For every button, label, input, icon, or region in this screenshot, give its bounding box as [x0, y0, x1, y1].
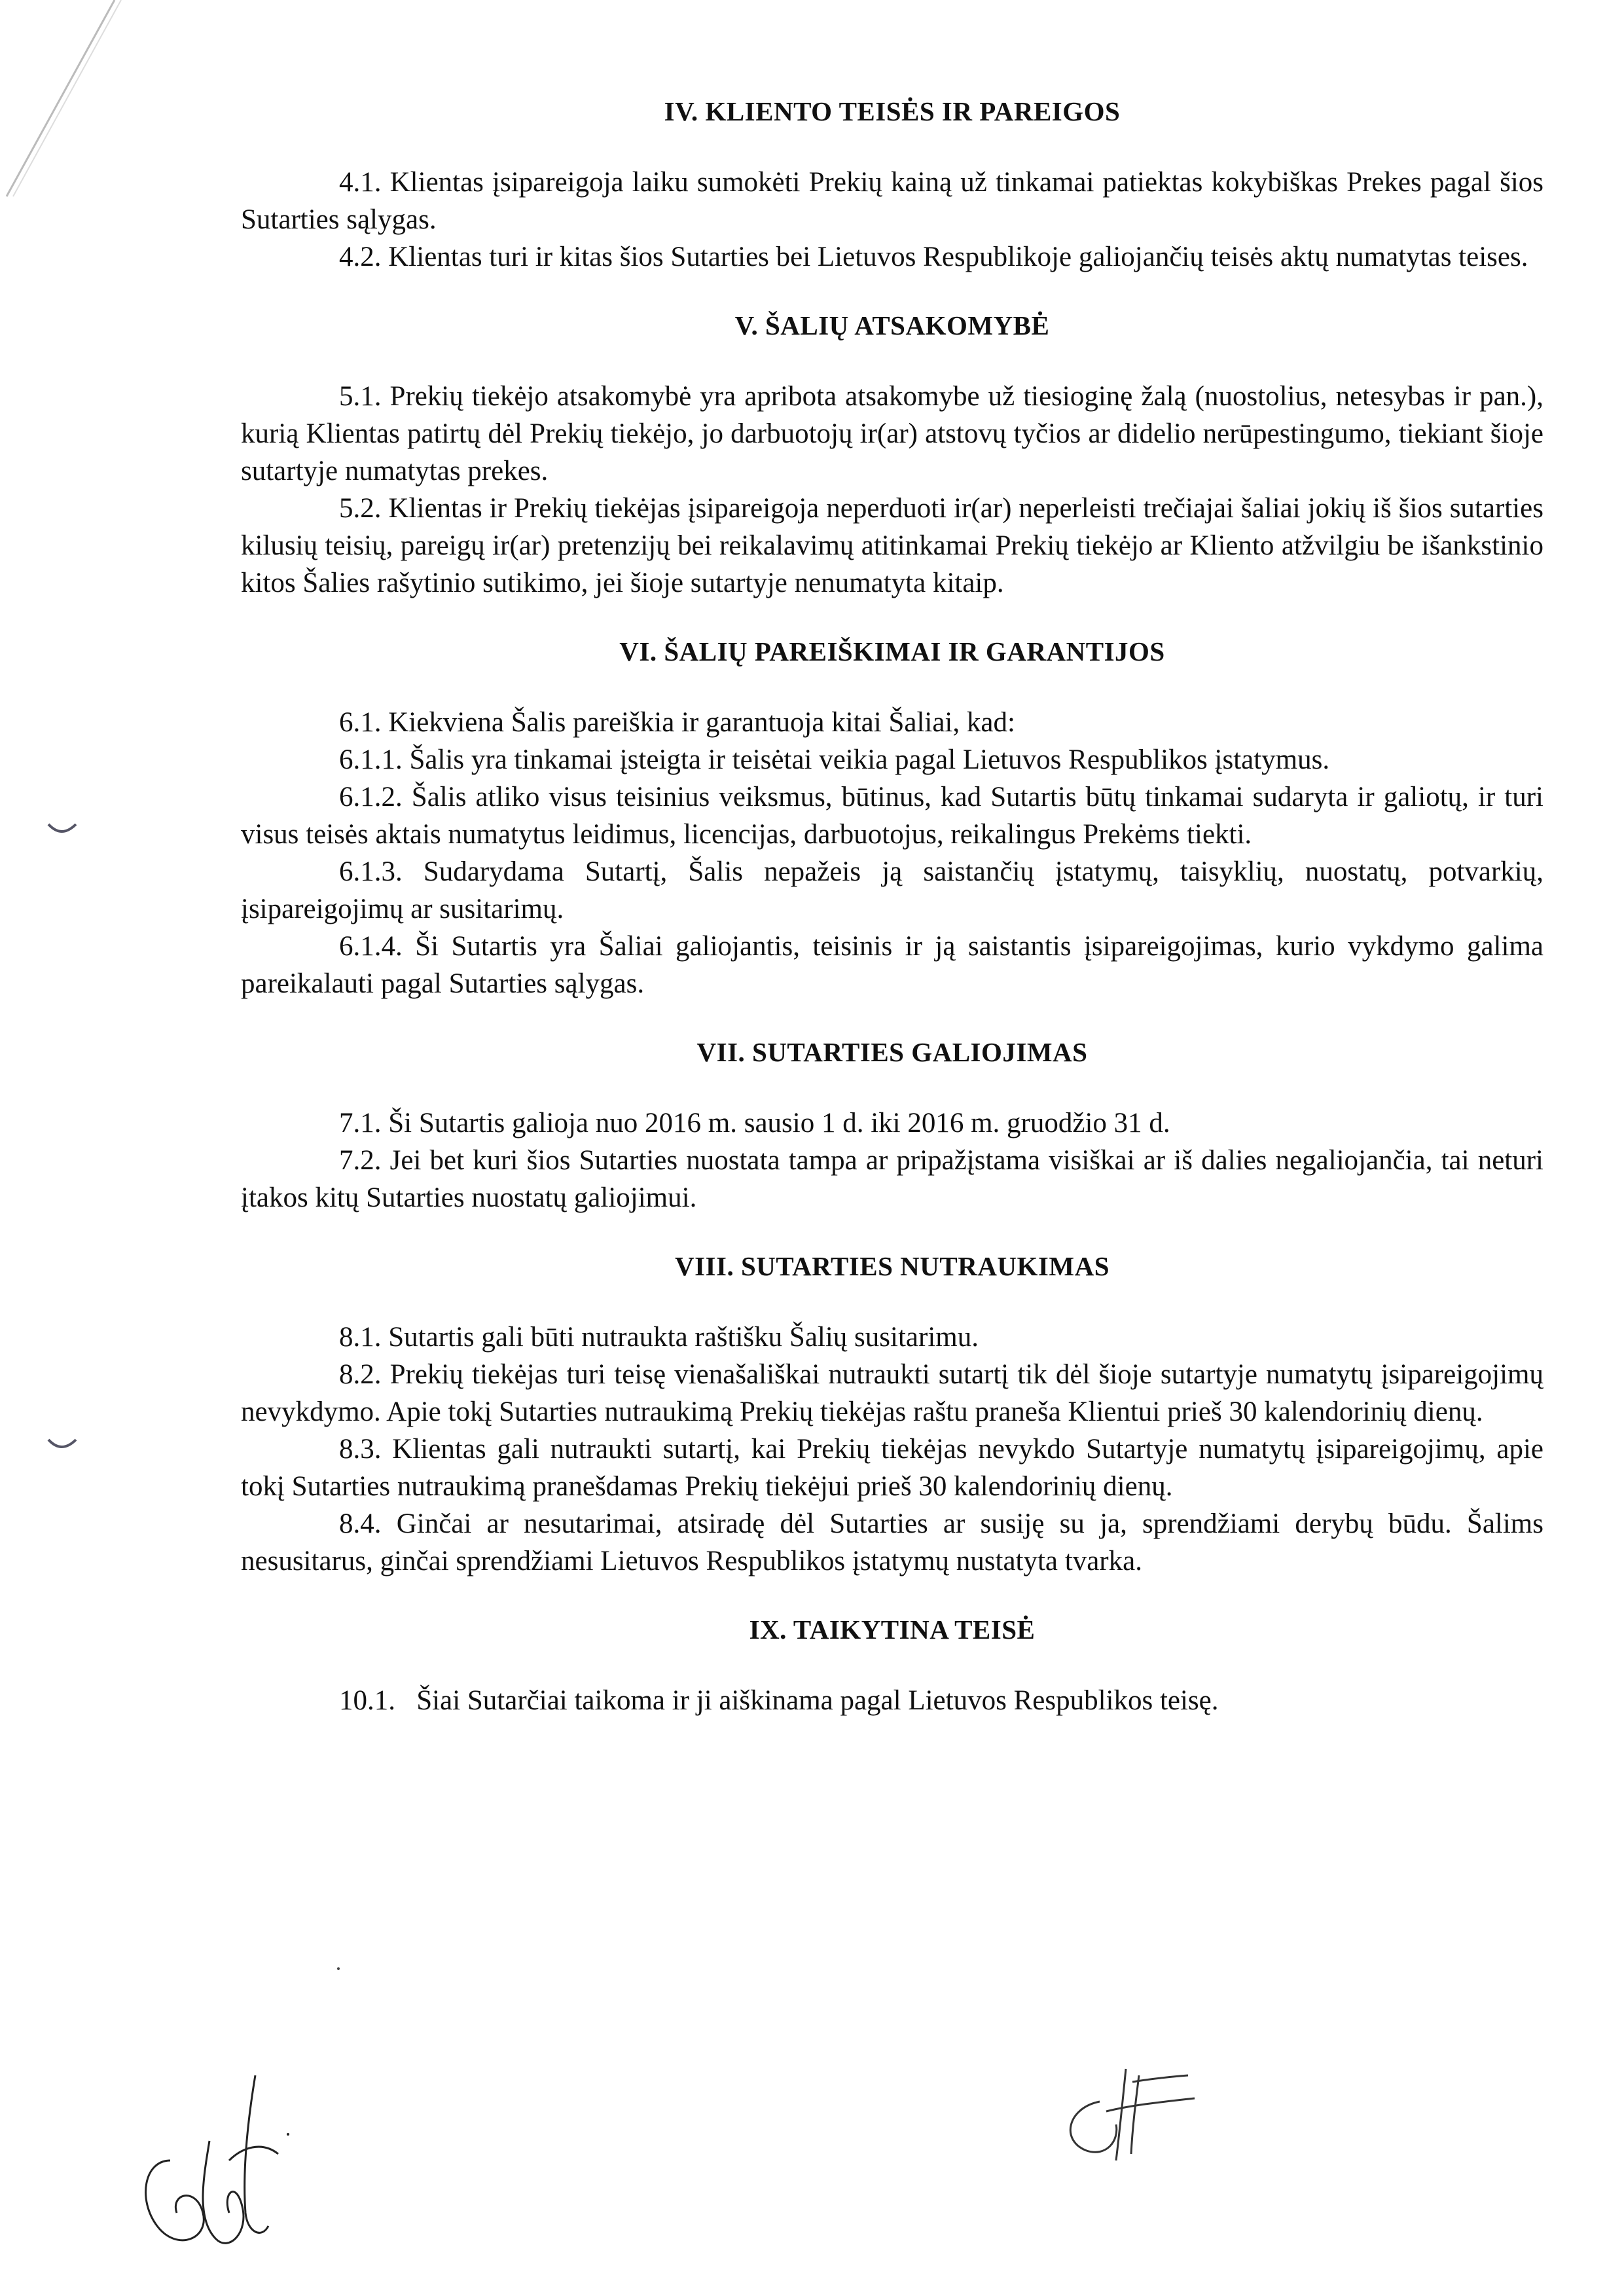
clause-8-1: 8.1. Sutartis gali būti nutraukta raštišku Šalių susitarimu.	[339, 1322, 979, 1353]
clause-8-4: 8.4. Ginčai ar nesutarimai, atsiradę dėl Sutarties ar susiję su ja, sprendžiami derybų būdu. Šalims nesusitarus, ginčai sprendžiami Lietuvos Respublikos įstatymų nustatyta tvarka.	[241, 1508, 1543, 1576]
section-heading: VI. ŠALIŲ PAREIŠKIMAI IR GARANTIJOS	[619, 636, 1165, 666]
section-validity	[241, 1032, 1543, 1216]
signature-left	[131, 2062, 301, 2259]
scan-edge-mark	[0, 0, 170, 210]
clause-10-1: 10.1. Šiai Sutarčiai taikoma ir ji aiškinama pagal Lietuvos Respublikos teisę.	[339, 1685, 1219, 1716]
clause-6-1: 6.1. Kiekviena Šalis pareiškia ir garantuoja kitai Šaliai, kad:	[339, 707, 1015, 738]
punch-hole-mark-upper	[47, 822, 77, 837]
clause-6-1-4: 6.1.4. Ši Sutartis yra Šaliai galiojantis, teisinis ir ją saistantis įsipareigojimas, kurio vykdymo galima pareikalauti pagal Sutarties sąlygas.	[241, 931, 1543, 999]
clause-6-1-1: 6.1.1. Šalis yra tinkamai įsteigta ir teisėtai veikia pagal Lietuvos Respublikos įstatymus.	[339, 744, 1330, 775]
signature-right	[1054, 2062, 1204, 2167]
section-heading: IX. TAIKYTINA TEISĖ	[749, 1614, 1036, 1645]
scan-speck	[337, 1967, 340, 1970]
section-heading: VII. SUTARTIES GALIOJIMAS	[696, 1037, 1088, 1067]
clause-8-2: 8.2. Prekių tiekėjas turi teisę vienašališkai nutraukti sutartį tik dėl šioje sutartyje numatytų įsipareigojimų nevykdymo. Apie tokį Sutarties nutraukimą Prekių tiekėjas raštu praneša Klientui prieš 30 kalendorinių dienų.	[241, 1359, 1543, 1427]
clause-4-2: 4.2. Klientas turi ir kitas šios Sutarties bei Lietuvos Respublikoje galiojančių teisės aktų numatytas teises.	[339, 242, 1528, 272]
clause-6-1-2: 6.1.2. Šalis atliko visus teisinius veiksmus, būtinus, kad Sutartis būtų tinkamai sudaryta ir galiotų, ir turi visus teisės aktais numatytus leidimus, licencijas, darbuotojus, reikalingus Prekėms tiekti.	[241, 782, 1543, 850]
clause-7-2: 7.2. Jei bet kuri šios Sutarties nuostata tampa ar pripažįstama visiškai ar iš dalies negaliojančia, tai neturi įtakos kitų Sutarties nuostatų galiojimui.	[241, 1145, 1543, 1213]
clause-5-1: 5.1. Prekių tiekėjo atsakomybė yra apribota atsakomybe už tiesioginę žalą (nuostolius, netesybas ir pan.), kurią Klientas patirtų dėl Prekių tiekėjo, jo darbuotojų ir(ar) atstovų tyčios ar didelio nerūpestingumo, tiekiant šioje sutartyje numatytas prekes.	[241, 381, 1543, 486]
section-client-rights	[241, 92, 1543, 276]
section-representations	[241, 632, 1543, 1002]
section-liability	[241, 306, 1543, 602]
section-heading: VIII. SUTARTIES NUTRAUKIMAS	[674, 1251, 1110, 1281]
clause-4-1: 4.1. Klientas įsipareigoja laiku sumokėti Prekių kainą už tinkamai patiektas kokybiškas Prekes pagal šios Sutarties sąlygas.	[241, 167, 1543, 235]
section-heading: IV. KLIENTO TEISĖS IR PAREIGOS	[664, 96, 1121, 126]
clause-7-1: 7.1. Ši Sutartis galioja nuo 2016 m. sausio 1 d. iki 2016 m. gruodžio 31 d.	[339, 1108, 1170, 1139]
clause-5-2: 5.2. Klientas ir Prekių tiekėjas įsipareigoja neperduoti ir(ar) neperleisti trečiajai šaliai jokių iš šios sutarties kilusių teisių, pareigų ir(ar) pretenzijų bei reikalavimų atitinkamai Prekių tiekėjo ar Kliento atžvilgiu be išankstinio kitos Šalies rašytinio sutikimo, jei šioje sutartyje nenumatyta kitaip.	[241, 493, 1543, 598]
section-governing-law	[241, 1610, 1543, 1719]
clause-6-1-3: 6.1.3. Sudarydama Sutartį, Šalis nepažeis ją saistančių įstatymų, taisyklių, nuostatų, potvarkių, įsipareigojimų ar susitarimų.	[241, 856, 1543, 924]
section-heading: V. ŠALIŲ ATSAKOMYBĖ	[734, 310, 1050, 340]
section-termination	[241, 1247, 1543, 1580]
clause-8-3: 8.3. Klientas gali nutraukti sutartį, kai Prekių tiekėjas nevykdo Sutartyje numatytų įsipareigojimų, apie tokį Sutarties nutraukimą pranešdamas Prekių tiekėjui prieš 30 kalendorinių dienų.	[241, 1434, 1543, 1502]
document-body	[241, 92, 1543, 1749]
punch-hole-mark-lower	[47, 1437, 77, 1453]
